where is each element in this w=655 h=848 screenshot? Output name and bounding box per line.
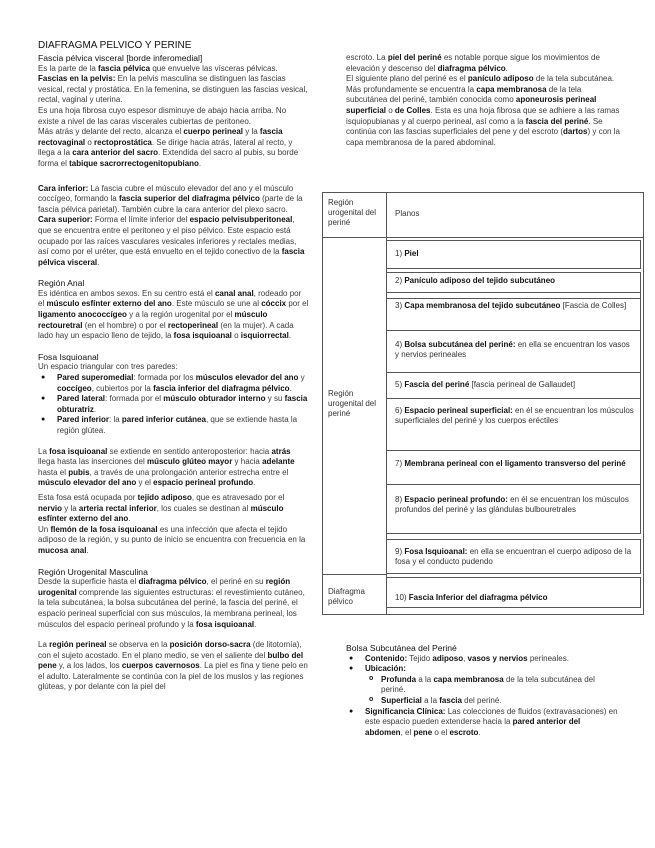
fascia-visceral-p3: Es una hoja fibrosa cuyo espesor disminuye de abajo hacia arriba. No existe a nivel de las caras viscerales cubiertas de peritoneo. <box>38 105 287 126</box>
right-intro-p2: El siguiente plano del periné es el panículo adiposo de la tela subcutánea. Más profundamente se encuentra la capa membranosa de la tela subcutánea del periné, también conocida como aponeurosis perineal superficial o de Colles. Esta es una hoja fibrosa que se adhiere a las ramas isquiopubianas y al cuerpo perineal, así como a la fascia del periné. Se continúa con las fascias superficiales del pene y del escroto (dartos) y con la capa membranosa de la pared abdominal. <box>346 74 620 147</box>
ubicacion-label: Ubicación: <box>365 664 406 674</box>
right-intro-p1: escroto. La piel del periné es notable porque sigue los movimientos de elevación y descenso del diafragma pélvico. <box>346 53 600 73</box>
table-cell: 6) Espacio perineal superficial: en él se encuentran los músculos superficiales del periné y los cuerpos eréctiles <box>395 406 634 425</box>
fosa-paragraph-2: Esta fosa está ocupada por tejido adiposo, que es atravesado por el nervio y la arteria rectal inferior, los cuales se destinan al músculo esfínter externo del ano. <box>38 492 285 524</box>
fosa-heading: Fosa Isquioanal <box>38 351 99 362</box>
fosa-intro: Un espacio triangular con tres paredes: <box>38 362 178 372</box>
table-cell: 7) Membrana perineal con el ligamento transverso del periné <box>395 459 626 468</box>
fascia-visceral-p2: Fascias en la pelvis: En la pelvis masculina se distinguen las fascias vesical, rectal y prostática. En la femenina, se distinguen las fascias vesical, rectal, vaginal y uterina. <box>38 74 308 105</box>
fosa-paragraph-3: Un flemón de la fosa isquioanal es una infección que afecta el tejido adiposo de la región, y su punto de inicio se encuentra con frecuencia en la mucosa anal. <box>38 524 306 555</box>
list-item: ● Pared inferior: la pared inferior cutánea, que se extiende hasta la región glútea. <box>57 415 309 436</box>
list-item: o Profunda a la capa membranosa de la tela subcutánea del periné. <box>381 675 618 696</box>
fosa-paragraph-1: La fosa isquioanal se extiende en sentido anteroposterior: hacia atrás llega hasta las inserciones del músculo glúteo mayor y hacia adelante hasta el pubis, a través de una prolongación anterior estrecha entre el músculo elevador del ano y el espacio perineal profundo. <box>38 446 295 488</box>
bolsa-heading: Bolsa Subcutánea del Periné <box>346 643 457 653</box>
urogenital-paragraph-1: Desde la superficie hasta el diafragma pélvico, el periné en su región urogenital comprende las siguientes estructuras: el revestimiento cutáneo, la tela subcutánea, la bolsa subcutánea del periné, la fascia del periné, el espacio perineal superficial con sus músculos, la membrana perineal, los músculos del espacio perineal profundo y la fosa isquioanal. <box>38 577 305 629</box>
list-item: o Superficial a la fascia del periné. <box>381 696 618 707</box>
table-cell: 8) Espacio perineal profundo: en él se encuentran los músculos profundos del periné y las glándulas bulbouretrales <box>395 495 629 514</box>
list-item: ● Significancia Clínica: Las colecciones de fluidos (extravasaciones) en este espacio pueden extenderse hacia la pared anterior del abdomen, el pene o el escroto. <box>365 707 618 739</box>
table-diafragma-label: Diafragma pélvico <box>328 587 365 606</box>
planos-table <box>322 192 644 615</box>
page-title: DIAFRAGMA PELVICO Y PERINE <box>38 40 192 51</box>
left-column <box>38 40 309 693</box>
table-group-label: Región urogenital del periné <box>328 389 377 418</box>
bolsa-list <box>346 654 618 739</box>
table-cell: 9) Fosa Isquioanal: en ella se encuentran el cuerpo adiposo de la fosa y el conducto pudendo <box>395 547 632 566</box>
cara-superior-paragraph: Cara superior: Forma el límite inferior del espacio pelvisubperitoneal, que se encuentra entre el peritoneo y el piso pélvico. Este espacio está ocupado por las raíces vasculares vesicales inferiores y rectales medias, así como por el uréter, que está envuelto en el tejido conectivo de la fascia pélvica visceral. <box>38 215 305 267</box>
fosa-walls-list <box>38 373 309 437</box>
region-anal-heading: Región Anal <box>38 278 85 289</box>
table-cell: 5) Fascia del periné [fascia perineal de Gallaudet] <box>395 380 576 389</box>
cara-inferior-paragraph: Cara inferior: La fascia cubre el músculo elevador del ano y el músculo coccígeo, formando la fascia superior del diafragma pélvico (parte de la fascia pélvica parietal). También cubre la cara anterior del plexo sacro. <box>38 183 303 214</box>
ubicacion-sublist <box>365 675 618 707</box>
table-cell: 10) Fascia Inferior del diafragma pélvico <box>395 593 548 602</box>
list-item: ● Pared lateral: formada por el músculo obturador interno y su fascia obturatriz. <box>57 394 309 415</box>
table-cell: 1) Piel <box>395 249 419 258</box>
right-column-bolsa <box>346 643 618 738</box>
table-cell: 4) Bolsa subcutánea del periné: en ella se encuentran los vasos y nervios perineales <box>395 340 630 359</box>
fascia-visceral-p1: Es la parte de la fascia pélvica que envuelve las vísceras pélvicas. <box>38 63 278 73</box>
list-item <box>365 664 618 706</box>
table-row <box>386 292 641 331</box>
urogenital-heading: Región Urogenital Masculina <box>38 566 148 577</box>
right-column-intro <box>346 53 622 148</box>
table-header-planos: Planos <box>395 209 420 218</box>
list-item: ● Pared superomedial: formada por los músculos elevador del ano y coccígeo, cubiertos por la fascia inferior del diafragma pélvico. <box>57 373 309 394</box>
table-cell: 2) Panículo adiposo del tejido subcutáneo <box>395 276 556 285</box>
region-anal-paragraph: Es idéntica en ambos sexos. En su centro está el canal anal, rodeado por el músculo esfínter externo del ano. Este músculo se une al cóccix por el ligamento anococcígeo y a la región urogenital por el músculo rectouretral (en el hombre) o por el rectoperineal (en la mujer). A cada lado hay un espacio lleno de tejido, la fosa isquioanal o isquiorrectal. <box>38 288 309 341</box>
table-header-region: Región urogenital del periné <box>328 198 377 227</box>
fascia-visceral-heading: Fascia pélvica visceral [borde inferomedial] <box>38 53 203 63</box>
list-item: ● Contenido: Tejido adiposo, vasos y nervios perineales. <box>365 654 618 665</box>
table-cell: 3) Capa membranosa del tejido subcutáneo [Fascia de Colles] <box>395 301 627 310</box>
urogenital-paragraph-2: La región perineal se observa en la posición dorso-sacra (de litotomía), con el sujeto acostado. En el plano medio, se ven el saliente del bulbo del pene y, a los lados, los cuerpos cavernosos. La piel es fina y tiene pelo en el adulto. Lateralmente se continúa con la piel de los muslos y las regiones glúteas, y por delante con la piel del <box>38 640 308 692</box>
fascia-visceral-p4: Más atrás y delante del recto, alcanza el cuerpo perineal y la fascia rectovaginal o rectoprostática. Se dirige hacia atrás, lateral al recto, y llega a la cara anterior del sacro. Extendida del sacro al pubis, su borde forma el tabique sacrorrectogenitopubiano. <box>38 127 299 168</box>
